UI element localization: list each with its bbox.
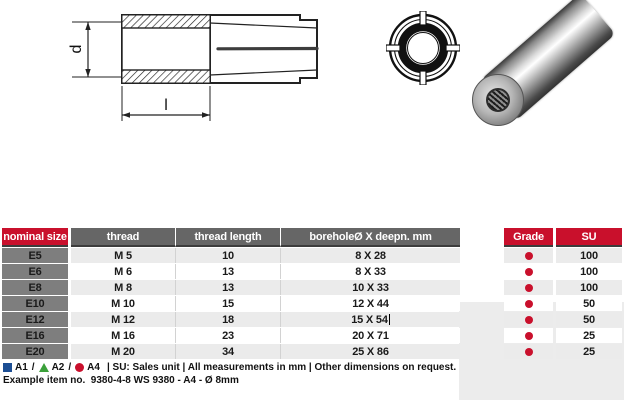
thread-length-cell: 34 (175, 344, 280, 359)
header-borehole: boreholeØ X deepn. mm (280, 228, 460, 247)
photo-threaded-hole (486, 88, 510, 112)
table-row (2, 296, 460, 311)
nominal-size-cell: E20 (2, 344, 68, 359)
header-thread-length: thread length (175, 228, 280, 247)
dim-d-arrow-up (85, 22, 90, 30)
grade-table-row (504, 296, 622, 311)
thread-length-cell: 13 (175, 280, 280, 295)
table-row (2, 280, 460, 295)
sleeve-bore (122, 28, 210, 70)
nominal-size-cell: E12 (2, 312, 68, 327)
product-photo (468, 0, 622, 128)
grade-cell (504, 264, 553, 279)
text-caret (389, 314, 390, 325)
legend-label-a2: A2 (51, 361, 65, 373)
borehole-cell: 12 X 44 (280, 296, 460, 311)
borehole-cell: 8 X 28 (280, 248, 460, 263)
cross-section-drawing (52, 0, 332, 130)
photo-end-face (472, 74, 524, 126)
borehole-cell[interactable]: 15 X 54 (280, 312, 460, 327)
grade-a1-square-icon (3, 363, 12, 372)
su-cell: 100 (556, 264, 622, 279)
grade-table-row (504, 280, 622, 295)
grade-table-row (504, 328, 622, 343)
example-item-number: Example item no. 9380-4-8 WS 9380 - A4 - Ø 8mm (3, 375, 239, 386)
legend-separator: / (31, 361, 35, 373)
grade-cell (504, 280, 553, 295)
grade-table-row (504, 344, 622, 359)
su-cell: 100 (556, 280, 622, 295)
nominal-size-cell: E6 (2, 264, 68, 279)
nominal-size-cell: E10 (2, 296, 68, 311)
footer-notes: | SU: Sales unit | All measurements in mm | Other dimensions on request. (106, 361, 457, 373)
legend-line (3, 361, 473, 373)
dim-d-label: d (68, 44, 86, 54)
grade-dot-icon (525, 348, 533, 356)
legend-separator: / (68, 361, 72, 373)
end-view-drawing (386, 11, 460, 85)
thread-cell: M 10 (71, 296, 175, 311)
borehole-cell: 20 X 71 (280, 328, 460, 343)
grade-cell (504, 328, 553, 343)
grade-cell (504, 312, 553, 327)
table-row (2, 264, 460, 279)
grade-dot-icon (525, 268, 533, 276)
su-cell: 25 (556, 328, 622, 343)
footer (3, 361, 473, 386)
grade-table-body (504, 248, 622, 359)
thread-cell: M 20 (71, 344, 175, 359)
su-cell: 25 (556, 344, 622, 359)
dim-l-arrow-left (122, 112, 130, 117)
dim-d-arrow-down (85, 69, 90, 77)
header-nominal-size: nominal size (2, 228, 68, 247)
header-thread: thread (71, 228, 175, 247)
table-row (2, 344, 460, 359)
sleeve-wall-bottom-hatch (122, 70, 210, 83)
thread-cell: M 12 (71, 312, 175, 327)
thread-cell: M 5 (71, 248, 175, 263)
grade-dot-icon (525, 316, 533, 324)
thread-length-cell: 13 (175, 264, 280, 279)
legend-label-a4: A4 (87, 361, 100, 373)
grade-dot-icon (525, 284, 533, 292)
thread-length-cell: 23 (175, 328, 280, 343)
thread-length-cell: 18 (175, 312, 280, 327)
main-table-body (2, 248, 460, 359)
grade-cell (504, 344, 553, 359)
grade-dot-icon (525, 300, 533, 308)
grade-dot-icon (525, 332, 533, 340)
header-su: SU (556, 228, 622, 247)
su-cell: 100 (556, 248, 622, 263)
header-grade: Grade (504, 228, 553, 247)
dim-l-label: l (164, 97, 168, 114)
dim-l-arrow-right (202, 112, 210, 117)
thread-length-cell: 15 (175, 296, 280, 311)
su-cell: 50 (556, 296, 622, 311)
grade-table-row (504, 264, 622, 279)
borehole-cell: 25 X 86 (280, 344, 460, 359)
table-row (2, 328, 460, 343)
grade-su-table (504, 228, 622, 359)
thread-cell: M 8 (71, 280, 175, 295)
nominal-size-cell: E8 (2, 280, 68, 295)
grade-cell (504, 296, 553, 311)
nominal-size-cell: E16 (2, 328, 68, 343)
grade-a2-triangle-icon (39, 363, 49, 372)
su-cell: 50 (556, 312, 622, 327)
grade-su-table-header (504, 228, 622, 247)
dimensions-table-header (2, 228, 460, 247)
borehole-cell: 8 X 33 (280, 264, 460, 279)
grade-table-row (504, 248, 622, 263)
grade-a4-circle-icon (75, 363, 84, 372)
grade-dot-icon (525, 252, 533, 260)
thread-cell: M 16 (71, 328, 175, 343)
table-row (2, 312, 460, 327)
sleeve-wall-top-hatch (122, 15, 210, 28)
borehole-cell: 10 X 33 (280, 280, 460, 295)
dimensions-table (2, 228, 460, 359)
grade-cell (504, 248, 553, 263)
thread-cell: M 6 (71, 264, 175, 279)
table-row (2, 248, 460, 263)
legend-label-a1: A1 (15, 361, 28, 373)
nominal-size-cell: E5 (2, 248, 68, 263)
grade-table-row (504, 312, 622, 327)
thread-length-cell: 10 (175, 248, 280, 263)
